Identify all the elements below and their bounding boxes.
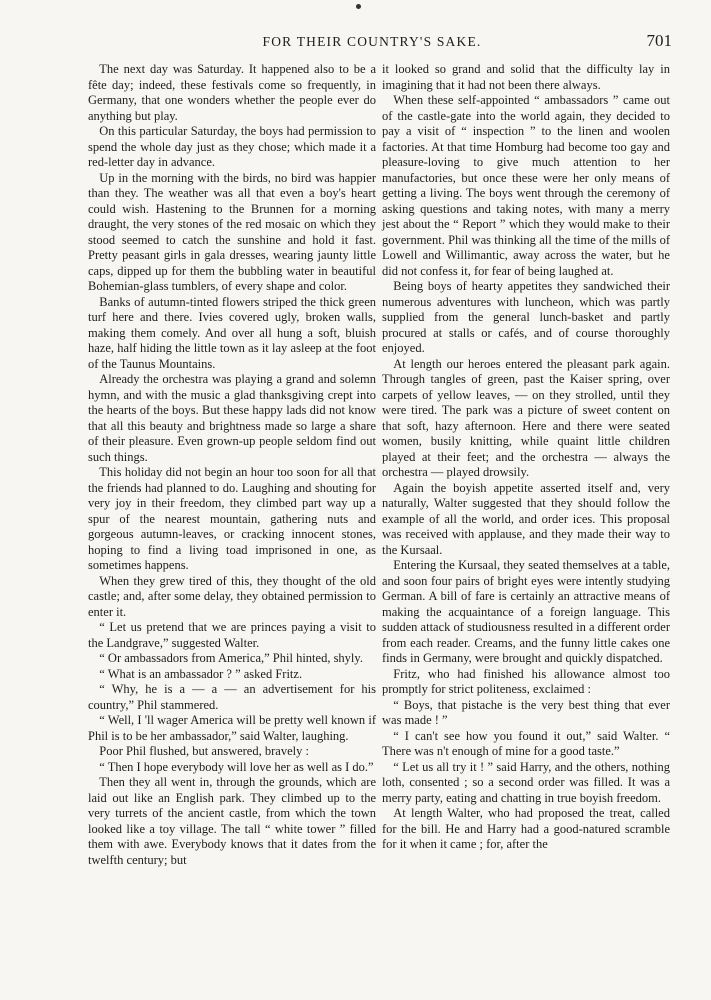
paragraph: When they grew tired of this, they thought of the old castle; and, after some delay, they obtained permission to enter it. xyxy=(88,573,376,619)
paragraph: The next day was Saturday. It happened also to be a fête day; indeed, these festivals come so frequently, in Germany, that one wonders whether the people ever do anything but play. xyxy=(88,62,376,123)
paragraph: “ I can't see how you found it out,” said Walter. “ There was n't enough of mine for a good taste.” xyxy=(382,728,670,758)
paragraph: “ What is an ambassador ? ” asked Fritz. xyxy=(99,666,303,681)
paragraph: Already the orchestra was playing a grand and solemn hymn, and with the music a glad thanksgiving crept into the hearts of the boys. But these happy lads did not know that all this beauty and brightness made so large a share of their pleasure. Even grown-up people seldom find out such things. xyxy=(88,372,376,464)
paragraph: Fritz, who had finished his allowance almost too promptly for strict politeness, exclaimed : xyxy=(382,666,670,696)
paragraph: On this particular Saturday, the boys had permission to spend the whole day just as they chose; which made it a red-letter day in advance. xyxy=(88,124,376,169)
left-column xyxy=(88,62,376,868)
page-number: 701 xyxy=(646,31,672,50)
paragraph: “ Boys, that pistache is the very best thing that ever was made ! ” xyxy=(382,697,670,727)
paragraph: Entering the Kursaal, they seated themselves at a table, and soon four pairs of bright eyes were intently studying German. A bill of fare is certainly an attractive means of making the acquaintance of a foreign language. This sudden attack of studiousness resulted in a different order from each reader. Creams, and the funny little cakes one finds in Germany, were brought and quickly dispatched. xyxy=(382,558,670,665)
paragraph: “ Let us all try it ! ” said Harry, and the others, nothing loth, consented ; so a second order was filled. It was a merry party, eating and chatting in true boyish freedom. xyxy=(382,759,670,805)
paragraph: At length Walter, who had proposed the treat, called for the bill. He and Harry had a good-natured scramble for it when it came ; for, after the xyxy=(382,806,670,851)
paragraph: At length our heroes entered the pleasant park again. Through tangles of green, past the Kaiser spring, over carpets of yellow leaves, — on they strolled, until they were tired. The park was a picture of sweet content on that soft, hazy afternoon. Here and there were seated women, busily knitting, while quaint little children played at their feet; and the orchestra — always the orchestra — played drowsily. xyxy=(382,356,670,479)
paragraph: Being boys of hearty appetites they sandwiched their numerous adventures with luncheon, which was partly supplied from the general lunch-basket and partly procured at stalls or cafés, and of course thoroughly enjoyed. xyxy=(382,279,670,355)
paragraph-continued: it looked so grand and solid that the difficulty lay in imagining that it had not been there always. xyxy=(382,62,670,92)
paragraph: This holiday did not begin an hour too soon for all that the friends had planned to do. Laughing and shouting for very joy in their freedom, they climbed part way up a spur of the nearest mountain, gathering nuts and gorgeous autumn-leaves, or cracking innocent stones, hoping to find a living toad imprisoned in one, as sometimes happens. xyxy=(88,465,376,572)
paragraph: “ Let us pretend that we are princes paying a visit to the Landgrave,” suggested Walter. xyxy=(88,620,376,650)
paragraph: Up in the morning with the birds, no bird was happier than they. The weather was all that even a boy's heart could wish. Hastening to the Brunnen for a morning draught, the very stones of the red mosaic on which they stood seemed to catch the sunshine and hold it fast. Pretty peasant girls in gala dresses, wearing jaunty little caps, dipped up for them the bubbling water in beautiful Bohemian-glass tumblers, of every shape and color. xyxy=(88,170,376,293)
paragraph: “ Well, I 'll wager America will be pretty well known if Phil is to be her ambassador,” said Walter, laughing. xyxy=(88,713,376,743)
paragraph: “ Or ambassadors from America,” Phil hinted, shyly. xyxy=(99,651,363,665)
paragraph: Again the boyish appetite asserted itself and, very naturally, Walter suggested that they should follow the example of all the world, and order ices. This proposal was received with applause, and they made their way to the Kursaal. xyxy=(382,480,670,557)
paragraph: Poor Phil flushed, but answered, bravely : xyxy=(99,744,309,758)
running-title: FOR THEIR COUNTRY'S SAKE. xyxy=(262,34,482,49)
paragraph: When these self-appointed “ ambassadors ” came out of the castle-gate into the world again, they decided to pay a visit of “ inspection ” to the linen and woolen factories. At that time Homburg had become too gay and pleasure-loving to give much attention to her manufactories, but once these were her only means of getting a living. The boys went through the ceremony of asking questions and taking notes, with many a merry jest about the “ Report ” which they would make to their government. Phil was thinking all the time of the mills of Lowell and Willimantic, away across the water, but he did not confess it, for fear of being laughed at. xyxy=(382,93,670,278)
paragraph: Then they all went in, through the grounds, which are laid out like an English park. They climbed up to the very turrets of the ancient castle, from which the town looked like a toy village. The tall “ white tower ” filled them with awe. Everybody knows that it dates from the twelfth century; but xyxy=(88,775,376,867)
right-column xyxy=(382,62,670,853)
page-header xyxy=(72,31,672,56)
ink-speck xyxy=(356,4,361,9)
paragraph: “ Why, he is a — a — an advertisement for his country,” Phil stammered. xyxy=(88,682,376,712)
paragraph: “ Then I hope everybody will love her as well as I do.” xyxy=(99,759,374,774)
paragraph: Banks of autumn-tinted flowers striped the thick green turf here and there. Ivies covered ugly, broken walls, making them comely. And over all hung a soft, bluish haze, half hiding the little town as it lay asleep at the foot of the Taunus Mountains. xyxy=(88,294,376,371)
